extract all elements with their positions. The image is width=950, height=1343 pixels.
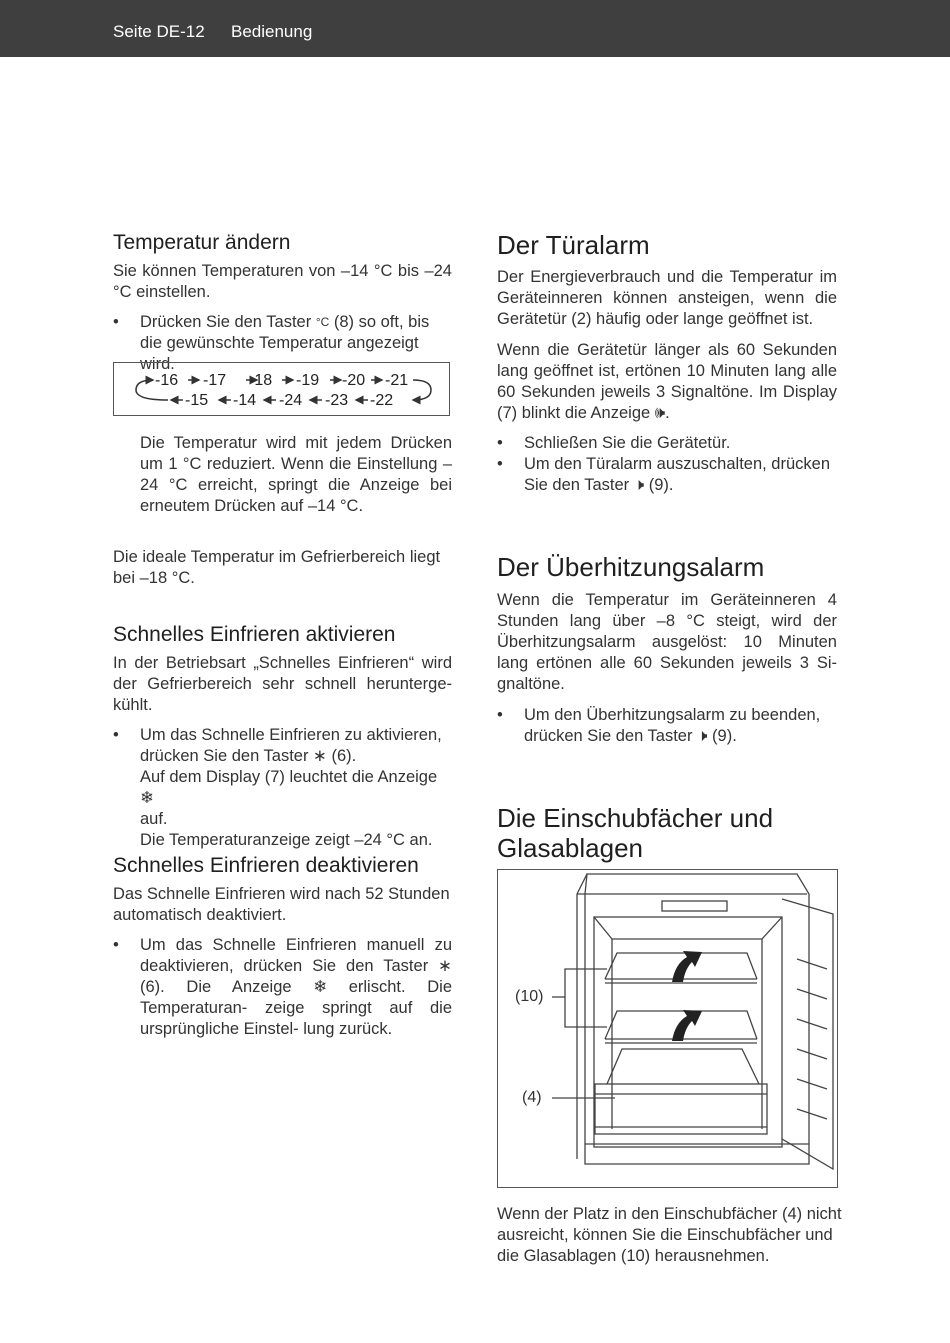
temp-intro: Sie können Temperaturen von –14 °C bis –24 °C einstellen. [113, 262, 452, 301]
quickon-intro: In der Betriebsart „Schnelles Einfrieren“ wird der Gefrierbereich sehr schnell herunterge- kühlt. [113, 654, 452, 714]
drawers-caption: Wenn der Platz in den Einschubfächer (4) nicht ausreicht, können Sie die Einschubfächer und die Glasablagen (10) herausnehmen. [497, 1205, 842, 1265]
temp-ideal-text: Die ideale Temperatur im Gefrierbereich liegt bei –18 °C. [113, 548, 441, 587]
freezer-illustration [497, 869, 838, 1188]
heading-quick-freeze-off: Schnelles Einfrieren deaktivieren [113, 854, 419, 877]
bullet-dot: • [113, 936, 119, 954]
heading-temperature: Temperatur ändern [113, 231, 291, 254]
temp-after-text: Die Temperatur wird mit jedem Drücken um 1 °C reduziert. Wenn die Einstellung –24 °C erreicht, springt die Anzeige bei erneutem Drücken auf –14 °C. [140, 434, 452, 515]
bullet-dot: • [113, 726, 119, 744]
bullet-dot: • [113, 313, 119, 331]
seq-value: -18 [248, 371, 272, 389]
bullet-dot: • [497, 455, 503, 473]
quickon-line: auf. [140, 810, 168, 828]
heading-door-alarm: Der Türalarm [497, 230, 650, 260]
page-number: Seite DE-12 [113, 22, 205, 41]
label-glass-shelves: (10) [515, 988, 544, 1005]
quickon-line: Auf dem Display (7) leuchtet die Anzeige ❄ [140, 768, 438, 807]
quickoff-intro: Das Schnelle Einfrieren wird nach 52 Stunden automatisch deaktiviert. [113, 885, 450, 924]
bullet-dot: • [497, 434, 503, 452]
temp-bullet-text-a: Drücken Sie den Taster [140, 313, 312, 331]
seq-value: -17 [202, 371, 226, 389]
section-title: Bedienung [231, 22, 313, 41]
door-p2: Wenn die Gerätetür länger als 60 Sekunden lang geöffnet ist, ertönen 10 Minuten lang alle 60 Sekunden jeweils 3 Signaltöne. Im Display (7) blinkt die Anzeige 🕪. [497, 341, 837, 422]
quickon-line: drücken Sie den Taster ∗ (6). [140, 747, 357, 765]
temp-bullet-text-b: (8) so oft, bis die gewünschte Temperatur angezeigt wird. [140, 313, 430, 373]
seq-value: -20 [341, 371, 365, 389]
seq-value: -16 [154, 371, 178, 389]
page-header [0, 0, 950, 57]
heading-quick-freeze-on: Schnelles Einfrieren aktivieren [113, 623, 396, 646]
door-p1: Der Energieverbrauch und die Temperatur im Geräteinneren können ansteigen, wenn die Gerätetür (2) häufig oder lange geöffnet ist. [497, 268, 837, 328]
quickon-line: Die Temperaturanzeige zeigt –24 °C an. [140, 831, 433, 849]
heading-overheat-alarm: Der Überhitzungsalarm [497, 552, 765, 582]
seq-value: -19 [295, 371, 319, 389]
quickon-line: Um das Schnelle Einfrieren zu aktivieren, [140, 726, 442, 744]
seq-value: -21 [384, 371, 408, 389]
heat-p1: Wenn die Temperatur im Geräteinneren 4 Stunden lang über –8 °C steigt, wird der Überhitzungsalarm ausgelöst: 10 Minuten lang ertönen alle 60 Sekunden jeweils 3 Si- gnaltöne. [497, 591, 837, 693]
freezer-drawing [497, 869, 838, 1188]
seq-value: -15 [184, 391, 208, 409]
quickoff-bullet-text: Um das Schnelle Einfrieren manuell zu deaktivieren, drücken Sie den Taster ∗ (6). Die Anzeige ❄ erlischt. Die Temperaturan- zeige springt auf die ursprüngliche Einstel- lung zurück. [140, 936, 452, 1038]
sequence-arrows [113, 362, 450, 416]
celsius-icon: °C [315, 315, 330, 329]
temperature-sequence-box [113, 362, 450, 416]
bullet-dot: • [497, 706, 503, 724]
seq-value: -23 [324, 391, 348, 409]
heading-drawers: Die Einschubfächer und Glasablagen [497, 803, 774, 863]
seq-value: -14 [232, 391, 256, 409]
label-drawer: (4) [522, 1089, 542, 1106]
seq-value: -22 [369, 391, 393, 409]
seq-value: -24 [278, 391, 302, 409]
